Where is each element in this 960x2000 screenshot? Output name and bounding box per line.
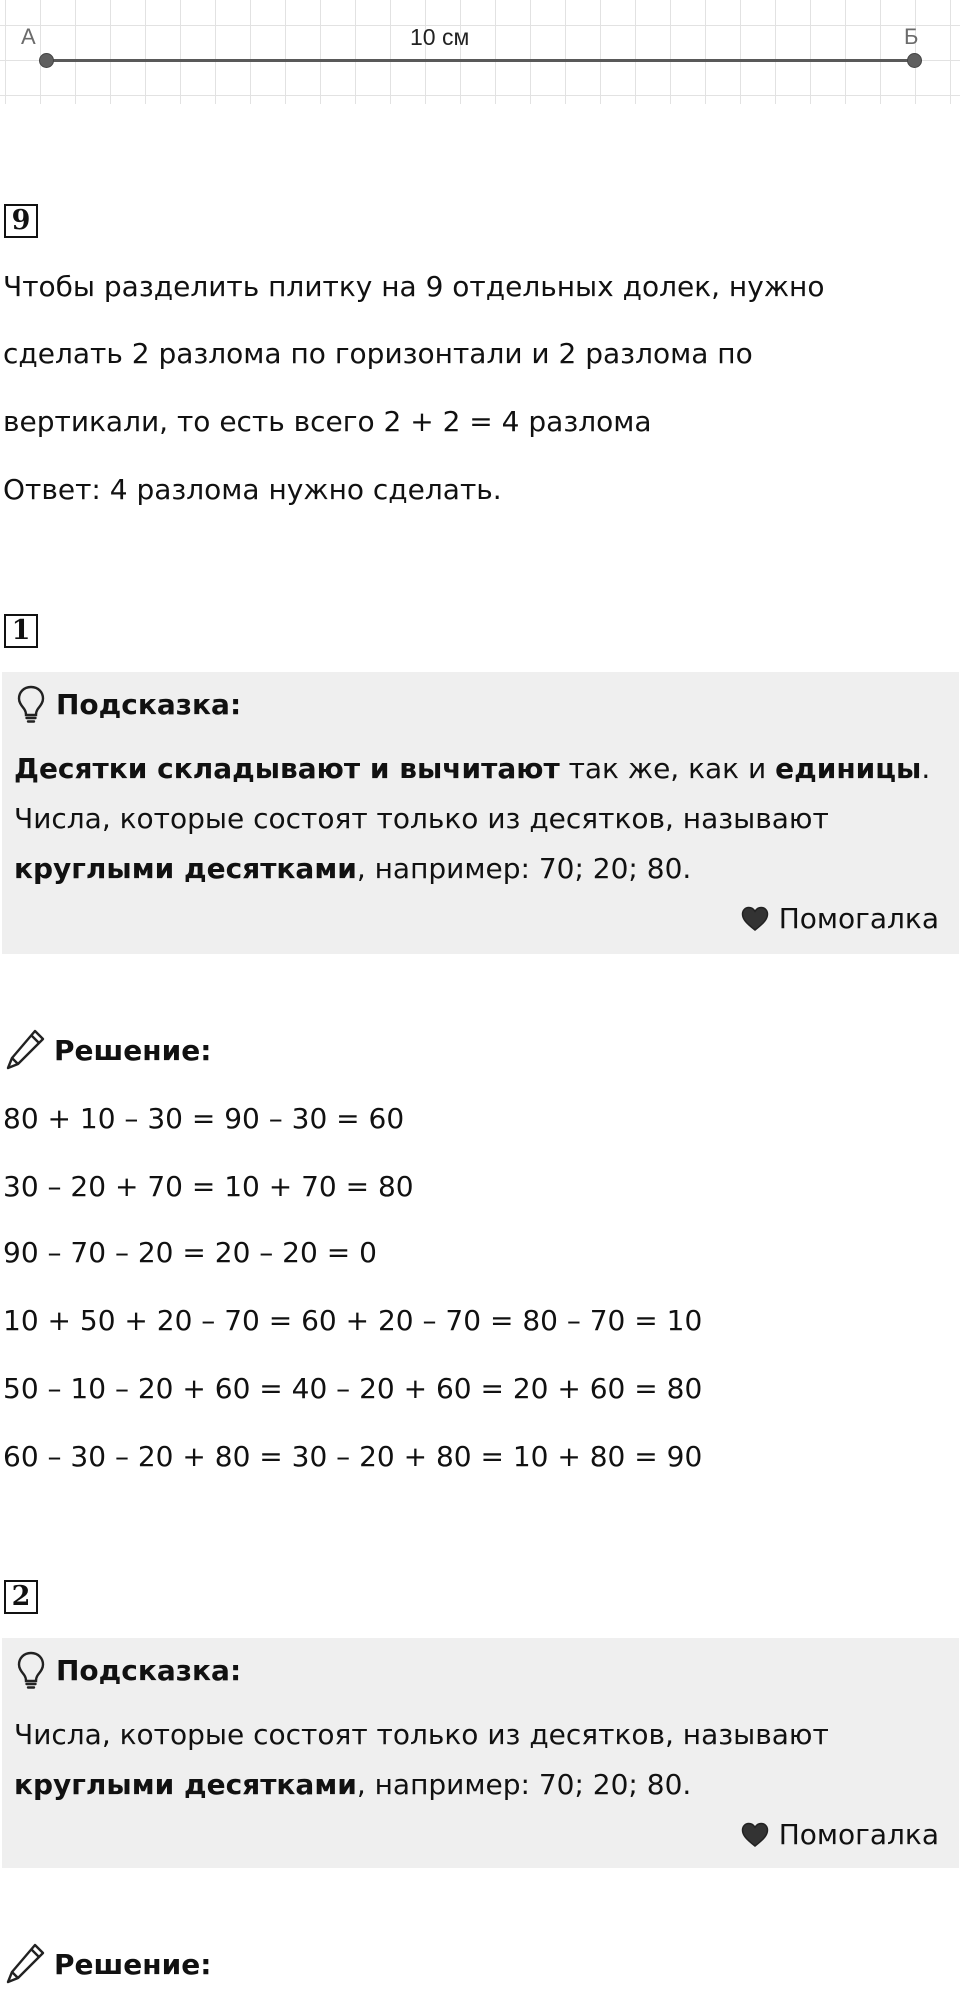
hint-line-1 bbox=[14, 752, 930, 786]
solution-line-5: 50 – 10 – 20 + 60 = 40 – 20 + 60 = 20 + 60 = 80 bbox=[3, 1372, 703, 1405]
hint-source bbox=[741, 1818, 939, 1851]
hint-bold-text: Десятки складывают и вычитают bbox=[14, 752, 560, 785]
pencil-icon bbox=[4, 1028, 46, 1072]
heart-icon bbox=[741, 906, 769, 932]
hint-source-label: Помогалка bbox=[778, 1818, 939, 1851]
solution-line-2: 30 – 20 + 70 = 10 + 70 = 80 bbox=[3, 1170, 414, 1203]
point-b-label: Б bbox=[904, 24, 919, 49]
hint-bold-text: круглыми десятками bbox=[14, 1768, 357, 1801]
solution-header-task2 bbox=[4, 1942, 211, 1986]
hint-bold-text: единицы bbox=[775, 752, 922, 785]
task9-text-line-1: Чтобы разделить плитку на 9 отдельных долек, нужно bbox=[3, 270, 825, 303]
solution-title: Решение: bbox=[54, 1947, 212, 1981]
hint-box-task1 bbox=[2, 672, 959, 954]
hint-box-task2 bbox=[2, 1638, 959, 1868]
hint-line-3 bbox=[14, 852, 691, 886]
hint-header bbox=[16, 1650, 241, 1690]
hint-source-label: Помогалка bbox=[778, 902, 939, 935]
segment-line bbox=[46, 59, 914, 62]
lightbulb-icon bbox=[16, 1650, 46, 1690]
hint-text: , например: 70; 20; 80. bbox=[356, 1768, 692, 1801]
solution-line-4: 10 + 50 + 20 – 70 = 60 + 20 – 70 = 80 – 70 = 10 bbox=[3, 1304, 703, 1337]
hint-bold-text: круглыми десятками bbox=[14, 852, 357, 885]
segment-figure bbox=[0, 0, 960, 104]
task9-text-line-2: сделать 2 разлома по горизонтали и 2 разлома по bbox=[3, 337, 753, 370]
point-b bbox=[907, 53, 922, 68]
hint-line-2 bbox=[14, 1768, 691, 1802]
hint-header bbox=[16, 684, 241, 724]
task-number-1: 1 bbox=[4, 614, 38, 648]
segment-length-label: 10 см bbox=[410, 24, 470, 50]
point-a bbox=[39, 53, 54, 68]
solution-line-6: 60 – 30 – 20 + 80 = 30 – 20 + 80 = 10 + 80 = 90 bbox=[3, 1440, 703, 1473]
hint-title: Подсказка: bbox=[56, 1653, 242, 1687]
task-number-2: 2 bbox=[4, 1580, 38, 1614]
solution-header-task1 bbox=[4, 1028, 211, 1072]
hint-line-2: Числа, которые состоят только из десятков, называют bbox=[14, 802, 829, 835]
pencil-icon bbox=[4, 1942, 46, 1986]
solution-title: Решение: bbox=[54, 1033, 212, 1067]
hint-title: Подсказка: bbox=[56, 687, 242, 721]
solution-line-1: 80 + 10 – 30 = 90 – 30 = 60 bbox=[3, 1102, 405, 1135]
solution-line-3: 90 – 70 – 20 = 20 – 20 = 0 bbox=[3, 1236, 377, 1269]
hint-source bbox=[741, 902, 939, 935]
hint-text: так же, как и bbox=[559, 752, 776, 785]
hint-text: , например: 70; 20; 80. bbox=[356, 852, 692, 885]
point-a-label: А bbox=[21, 24, 36, 49]
hint-line-1: Числа, которые состоят только из десятков, называют bbox=[14, 1718, 829, 1751]
task9-text-line-3: вертикали, то есть всего 2 + 2 = 4 разлома bbox=[3, 405, 652, 438]
task-number-9: 9 bbox=[4, 204, 38, 238]
lightbulb-icon bbox=[16, 684, 46, 724]
hint-text: . bbox=[921, 752, 931, 785]
heart-icon bbox=[741, 1822, 769, 1848]
task9-answer: Ответ: 4 разлома нужно сделать. bbox=[3, 473, 502, 506]
